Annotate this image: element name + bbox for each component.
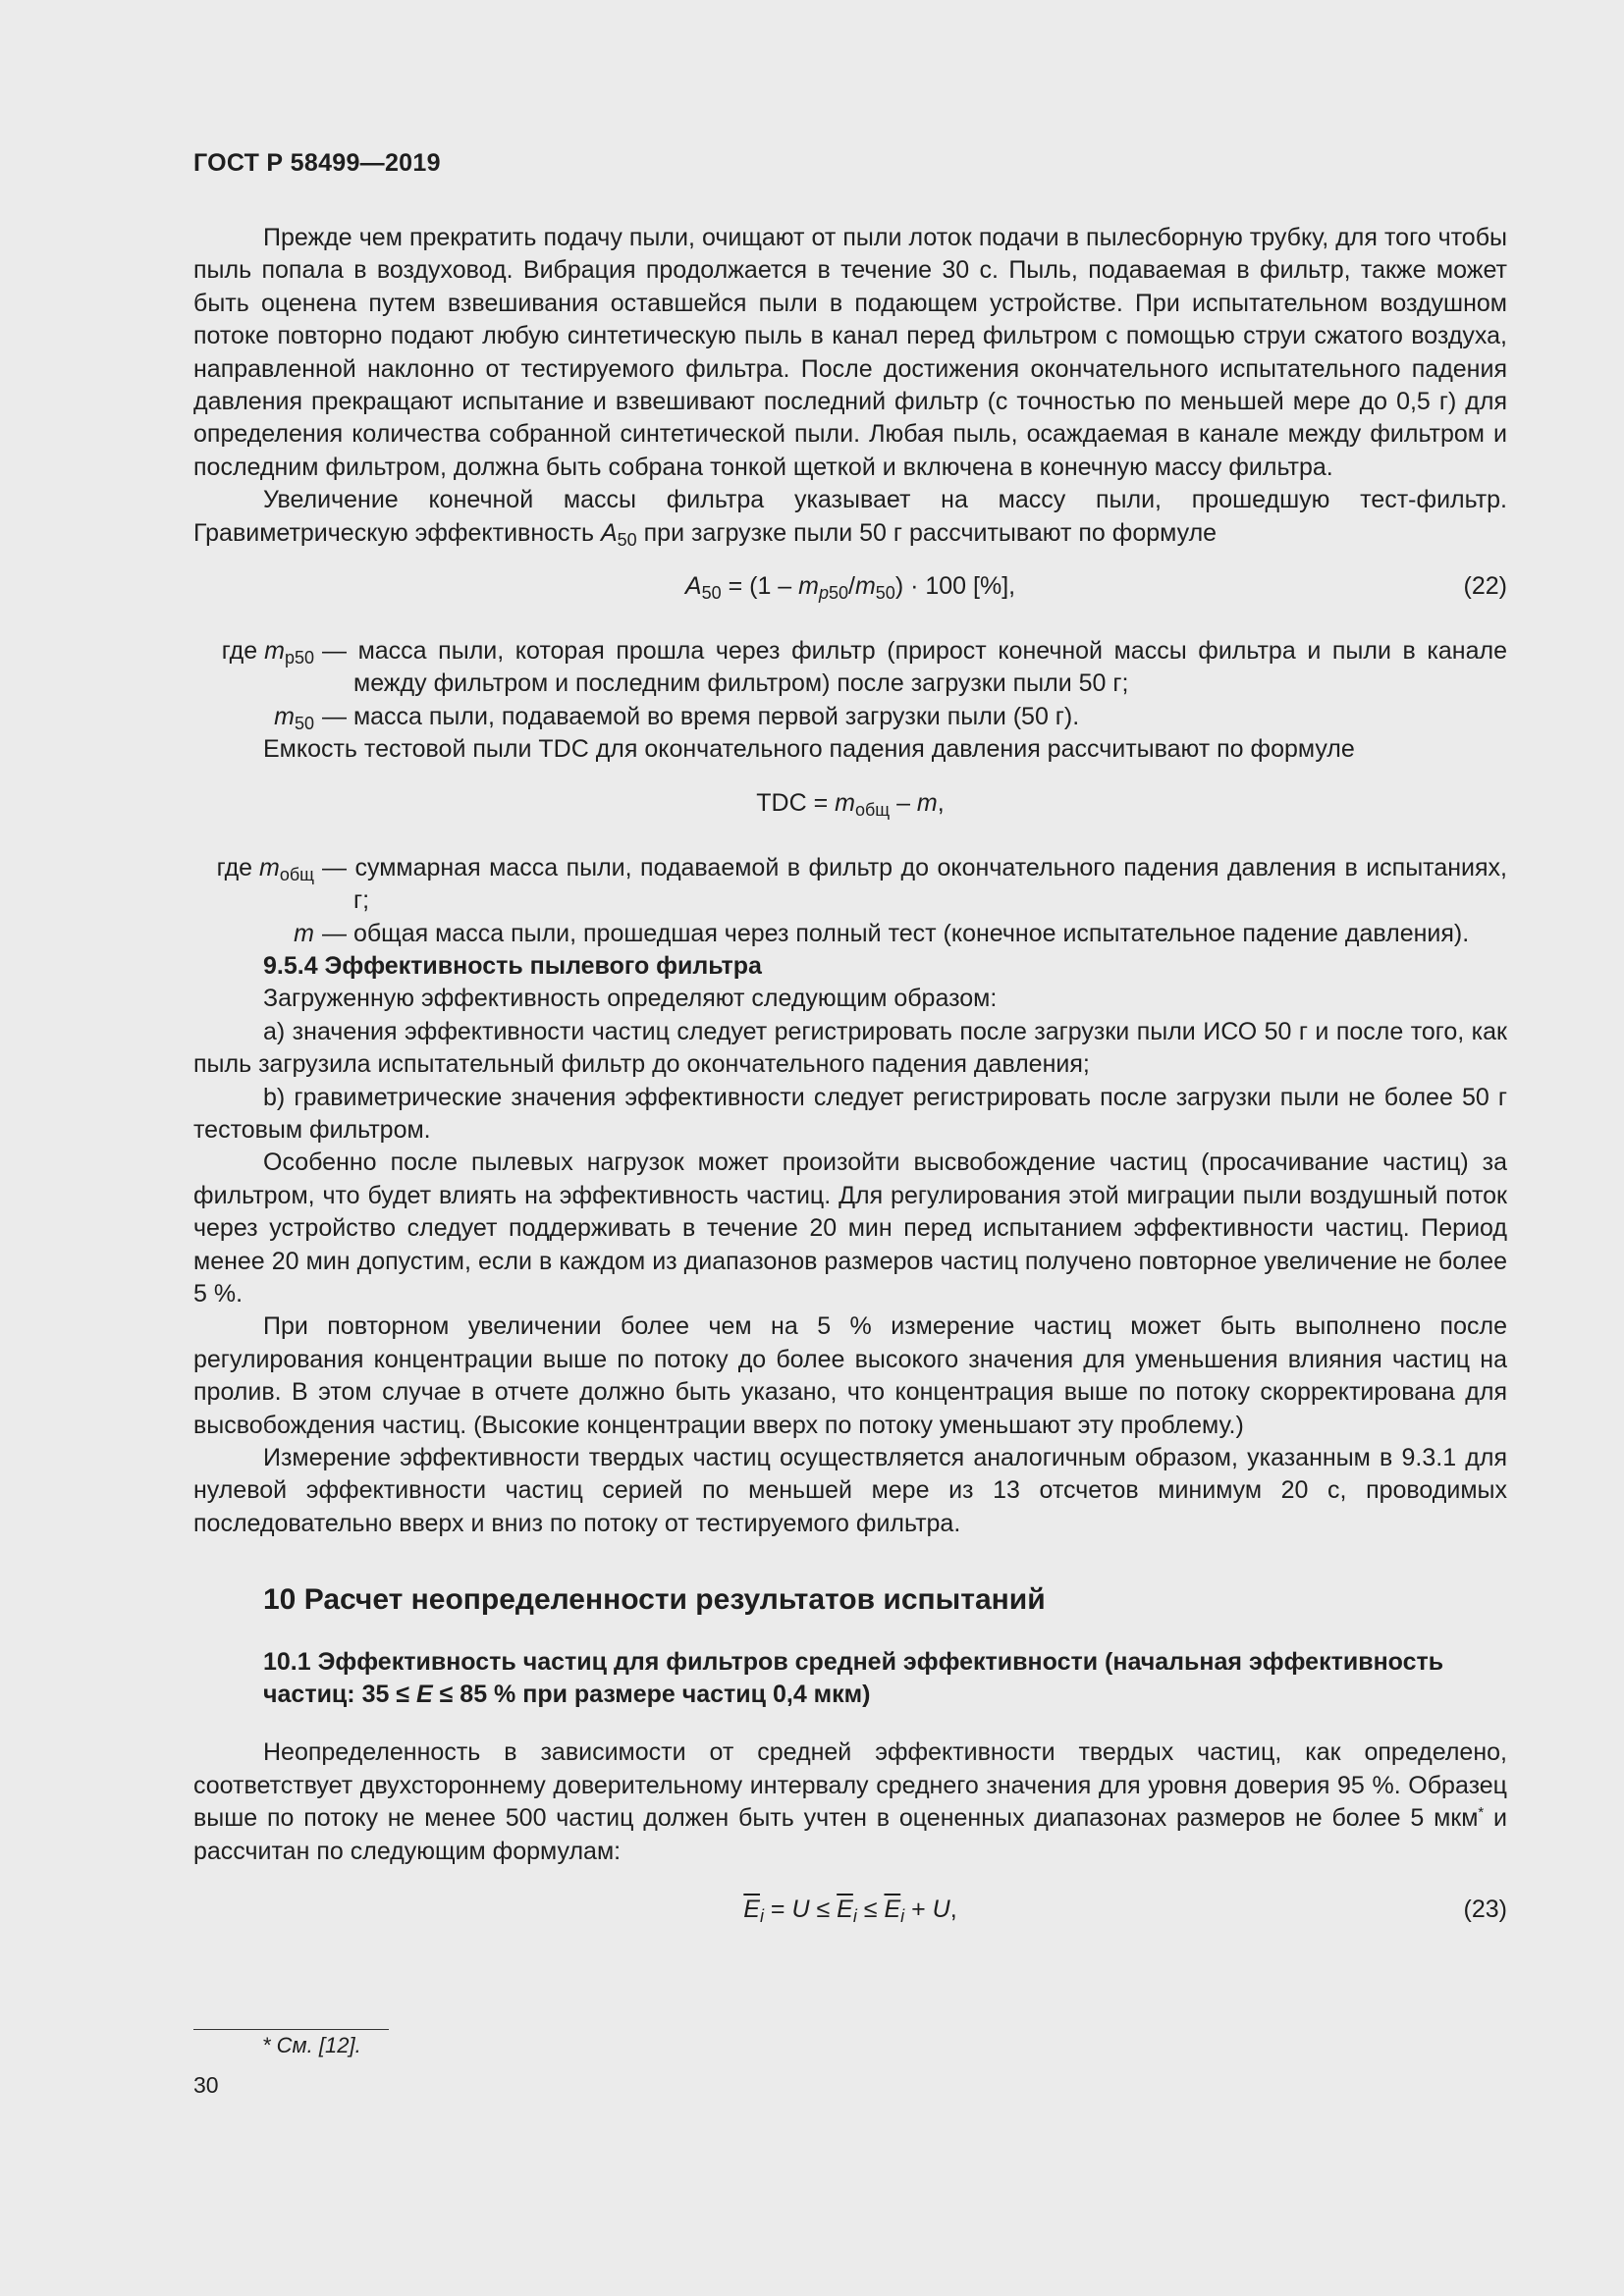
where-symbol: где $m_{общ}$ [216, 853, 314, 884]
formula-22-expression: $A_{50} = (1 - m_{p50}/m_{50}) \cdot 100$ [%], [684, 572, 1016, 604]
formula-23 [193, 1894, 1507, 1926]
where-symbol: $m_{50}$ [274, 702, 314, 733]
where-list-22 [193, 635, 1507, 733]
list-item-b: b) гравиметрические значения эффективности следует регистрировать после загрузки пыли не более 50 г тестовым фильтром. [193, 1083, 1507, 1144]
list-item-a: a) значения эффективности частиц следует регистрировать после загрузки пыли ИСО 50 г и после того, как пыль загрузила испытательный фильтр до окончательного падения давления; [193, 1017, 1507, 1079]
paragraph-particle-release: Особенно после пылевых нагрузок может произойти высвобождение частиц (просачивание частиц) за фильтром, что будет влиять на эффективность частиц. Для регулирования этой миграции пыли воздушный поток через устройство следует поддерживать в течение 20 мин перед испытанием эффективности частиц. Период менее 20 мин допустим, если в каждом из диапазонов размеров частиц получено повторное увеличение не более 5 %. [193, 1148, 1507, 1308]
where-definition: — общая масса пыли, прошедшая через полный тест (конечное испытательное падение давления). [322, 919, 1470, 947]
where-definition: — суммарная масса пыли, подаваемой в фильтр до окончательного падения давления в испытаниях, г; [322, 853, 1507, 915]
paragraph-dust-feed: Прежде чем прекратить подачу пыли, очищают от пыли лоток подачи в пылесборную трубку, для того чтобы пыль попала в воздуховод. Вибрация продолжается в течение 30 с. Пыль, подаваемая в фильтр, также может быть оценена путем взвешивания оставшейся пыли в подающем устройстве. При испытательном воздушном потоке повторно подают любую синтетическую пыль в канал перед фильтром с помощью струи сжатого воздуха, направленной наклонно от тестируемого фильтра. После достижения окончательного испытательного падения давления прекращают испытание и взвешивают последний фильтр (с точностью по меньшей мере до 0,5 г) для определения количества собранной синтетической пыли. Любая пыль, осаждаемая в канале между фильтром и последним фильтром, должна быть собрана тонкой щеткой и включена в конечную массу фильтра. [193, 224, 1507, 481]
section-10-heading: 10 Расчет неопределенности результатов испытаний [263, 1583, 1046, 1617]
where-definition: — масса пыли, подаваемой во время первой загрузки пыли (50 г). [322, 702, 1080, 730]
formula-22-number: (22) [1463, 572, 1507, 601]
section-10-1-heading: 10.1 Эффективность частиц для фильтров средней эффективности (начальная эффективность частиц: 35 ≤ E ≤ 85 % при размере частиц 0,4 мкм) [263, 1647, 1444, 1709]
formula-tdc [193, 787, 1507, 820]
standard-id: ГОСТ Р 58499—2019 [193, 149, 441, 177]
formula-23-expression: $\overline{E}_i = U \le \overline{E}_i \le \overline{E}_i + U$, [743, 1896, 957, 1927]
where-list-tdc [193, 852, 1507, 950]
body-text [193, 222, 1507, 1958]
page-number: 30 [193, 2072, 219, 2098]
paragraph-measurement: Измерение эффективности твердых частиц осуществляется аналогичным образом, указанным в 9.3.1 для нулевой эффективности частиц серией по меньшей мере из 13 отсчетов минимум 20 с, проводимых последовательно вверх и вниз по потоку от тестируемого фильтра. [193, 1444, 1507, 1537]
formula-23-number: (23) [1463, 1896, 1507, 1924]
where-symbol: m [294, 919, 314, 947]
formula-22 [193, 570, 1507, 603]
where-definition: — масса пыли, которая прошла через фильтр (прирост конечной массы фильтра и пыли в канале между фильтром и последним фильтром) после загрузки пыли 50 г; [322, 637, 1507, 698]
paragraph-loaded-efficiency: Загруженную эффективность определяют следующим образом: [263, 985, 998, 1013]
formula-tdc-expression: TDC = $m_{общ}$ – m, [756, 788, 945, 820]
footnote-divider [193, 2029, 389, 2030]
paragraph-gravimetric: Увеличение конечной массы фильтра указывает на массу пыли, прошедшую тест-фильтр. Гравиметрическую эффективность $A_{50}$ при загрузке пыли 50 г рассчитывают по формуле [193, 486, 1507, 550]
where-symbol: где $m_{p50}$ [221, 637, 314, 668]
footnote: * См. [12]. [262, 2033, 361, 2057]
section-9-5-4-title: 9.5.4 Эффективность пылевого фильтра [263, 951, 762, 980]
paragraph-tdc: Емкость тестовой пыли TDC для окончательного падения давления рассчитывают по формуле [263, 735, 1355, 764]
paragraph-uncertainty: Неопределенность в зависимости от средней эффективности твердых частиц, как определено, соответствует двухстороннему доверительному интервалу среднего значения для уровня доверия 95 %. Образец выше по потоку не менее 500 частиц должен быть учтен в оцененных диапазонах размеров не более 5 мкм* и рассчитан по следующим формулам: [193, 1738, 1508, 1865]
paragraph-repeat-increase: При повторном увеличении более чем на 5 % измерение частиц может быть выполнено после регулирования концентрации выше по потоку до более высокого значения для уменьшения влияния частиц на пролив. В этом случае в отчете должно быть указано, что концентрация выше по потоку скорректирована для высвобождения частиц. (Высокие концентрации вверх по потоку уменьшают эту проблему.) [193, 1312, 1507, 1439]
